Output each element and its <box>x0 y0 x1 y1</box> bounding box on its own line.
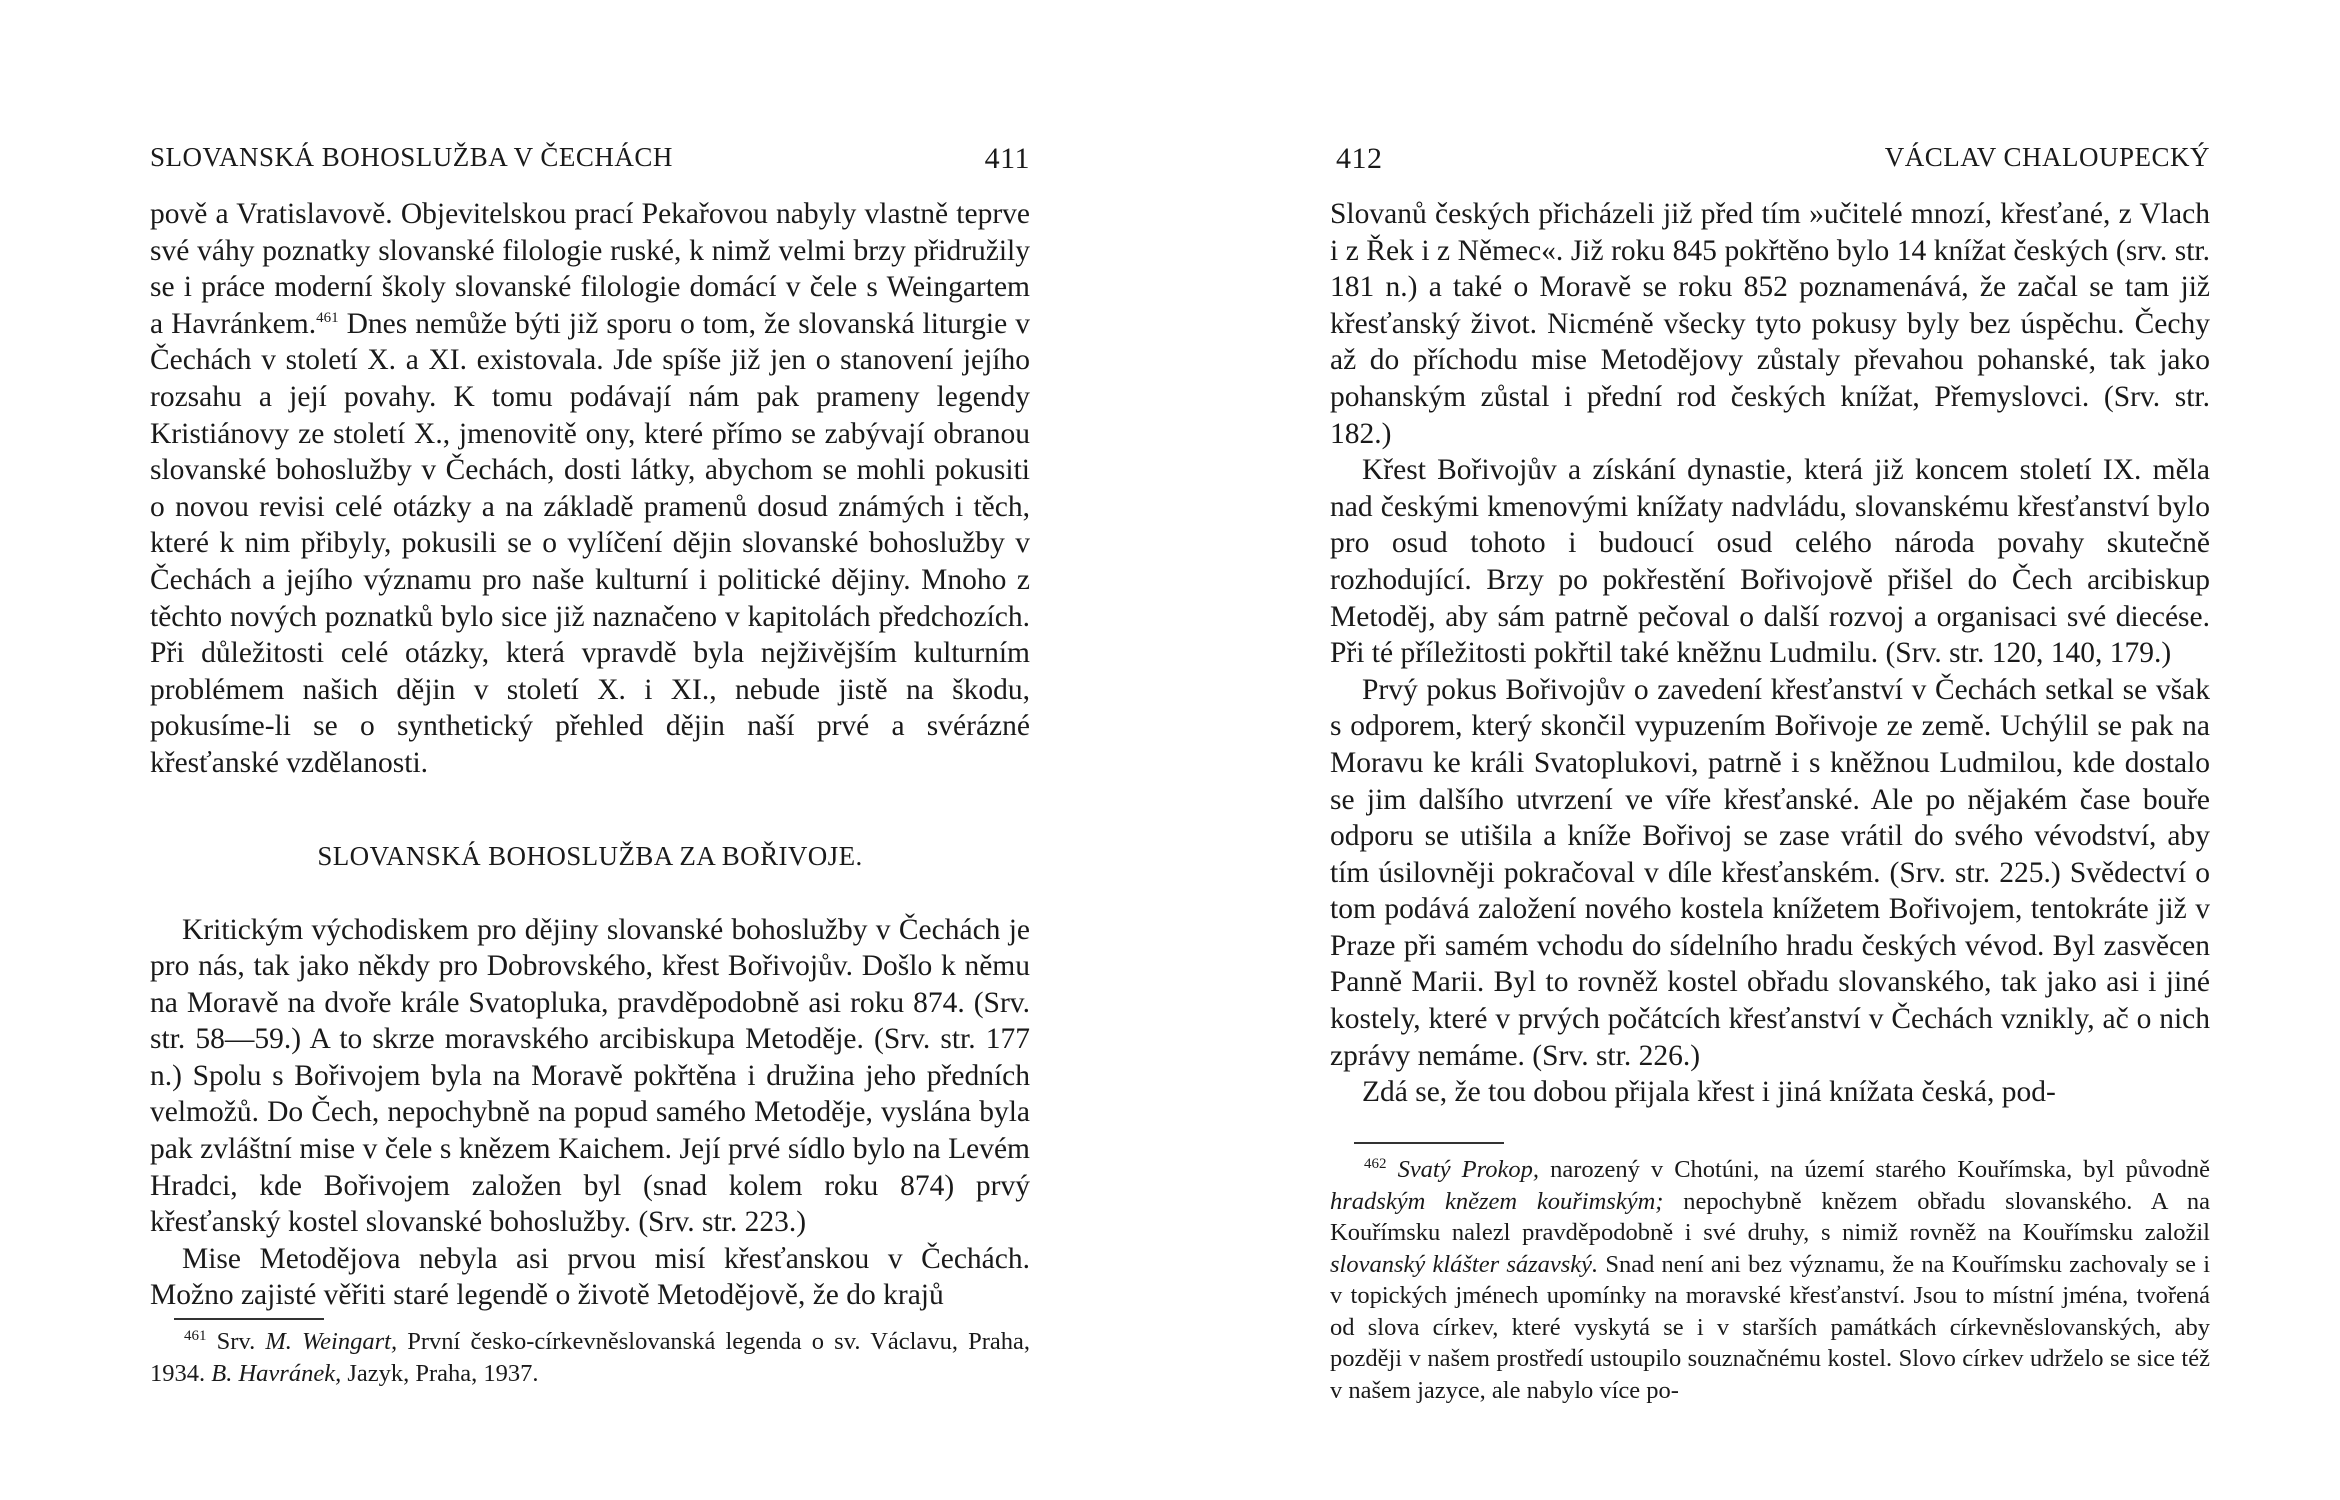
footnote-text: Srv. <box>206 1328 266 1355</box>
section-heading: SLOVANSKÁ BOHOSLUŽBA ZA BOŘIVOJE. <box>317 840 863 871</box>
footnotes <box>1330 1154 2210 1406</box>
paragraph: Slovanů českých přicházeli již před tím »učitelé mnozí, křesťané, z Vlach i z Řek i z Němec«. Již roku 845 pokřtěno bylo 14 knížat českých (srv. str. 181 n.) a také o Moravě se roku 852 poznamenává, že začal se tam již křesťanský život. Nicméně všecky tyto pokusy byly bez úspěchu. Čechy až do příchodu mise Metodějovy zůstaly převahou pohanské, tak jako pohanským zůstal i přední rod českých knížat, Přemyslovci. (Srv. str. 182.) <box>1330 198 2210 450</box>
footnote-text: narozený v Chotúni, na území starého Kouřímska, byl původně <box>1539 1156 2211 1183</box>
page-number: 411 <box>984 142 1030 175</box>
footnote-text: Snad není ani bez významu, že na Kouřímsku zachovaly se i v topických jménech upomínky na moravské křesťanství. Jsou to místní jména, tvořená od slova církev, které vyskytá se i v starších památkách církevněslovanských, aby později v našem prostředí ustoupilo souznačnému kostel. Slovo církev udrželo se sice též v našem jazyce, ale nabylo více po- <box>1330 1250 2210 1404</box>
body-text <box>150 196 1030 1314</box>
paragraph: Zdá se, že tou dobou přijala křest i jiná knížata česká, pod- <box>1362 1076 2056 1109</box>
footnote-rule <box>174 1318 324 1320</box>
paragraph <box>150 196 1030 782</box>
paragraph: Mise Metodějova nebyla asi prvou misí křesťanskou v Čechách. Možno zajisté věřiti staré legendě o životě Metodějově, že do krajů <box>150 1242 1030 1312</box>
page-number: 412 <box>1336 142 1383 175</box>
footnote <box>150 1326 1030 1389</box>
footnote-text: nepochybně knězem obřadu slovanského. A na Kouřímsku nalezl pravděpodobně i své druhy, s nimiž rovněž na Kouřímsku založil <box>1330 1187 2211 1246</box>
footnote-author: B. Havránek, <box>211 1359 342 1387</box>
paragraph: Prvý pokus Bořivojův o zavedení křesťanství v Čechách setkal se však s odporem, který skončil vypuzením Bořivoje ze země. Uchýlil se pak na Moravu ke králi Svatoplukovi, patrně i s kněžnou Ludmilou, kde dostalo se jim dalšího utvrzení ve víře křesťanské. Ale po nějakém čase bouře odporu se utišila a kníže Bořivoj se zase vrátil do svého vévodství, aby tím úsilovněji pokračoval v díle křesťanském. (Srv. str. 225.) Svědectví o tom podává založení nového kostela knížetem Bořivojem, tentokráte již v Praze při samém vchodu do sídelního hradu českých vévod. Byl zasvěcen Panně Marii. Byl to rovněž kostel obřadu slovanského, tak jako asi i jiné kostely, které v prvých počátcích křesťanství v Čechách vznikly, ač o nich zprávy nemáme. (Srv. str. 226.) <box>1330 673 2210 1072</box>
running-head-title: VÁCLAV CHALOUPECKÝ <box>1884 142 2210 172</box>
paragraph-text: Dnes nemůže býti již sporu o tom, že slovanská liturgie v Čechách v století X. a XI. existovala. Jde spíše již jen o stanovení jejího rozsahu a její povahy. K tomu podávají nám pak prameny legendy Kristiánovy ze století X., jmenovitě ony, které přímo se zabývají obranou slovanské bohoslužby v Čechách, dosti látky, abychom se mohli pokusiti o novou revisi celé otázky a na základě pramenů dosud známých i těch, které k nim přibyly, pokusili se o vylíčení dějin slovanské bohoslužby v Čechách a jejího významu pro naše kulturní i politické dějiny. Mnoho z těchto nových poznatků bylo sice již naznačeno v kapitolách předchozích. Při důležitosti celé otázky, která vpravdě byla nejživějším kulturním problémem našich dějin v století X. i XI., nebude jistě na škodu, pokusíme-li se o synthetický přehled dějin naší prvé a svérázné křesťanské vzdělanosti. <box>150 307 1030 779</box>
footnote-text: První česko-církevněslovanská legenda o sv. Václavu, Praha, 1934. <box>150 1328 1030 1387</box>
footnote-emphasis: hradským knězem kouřimským; <box>1330 1187 1664 1215</box>
body-text <box>1330 196 2210 1111</box>
paragraph: Kritickým východiskem pro dějiny slovanské bohoslužby v Čechách je pro nás, tak jako někdy pro Dobrovského, křest Bořivojův. Došlo k němu na Moravě na dvoře krále Svatopluka, pravděpodobně asi roku 874. (Srv. str. 58—59.) A to skrze moravského arcibiskupa Metoděje. (Srv. str. 177 n.) Spolu s Bořivojem byla na Moravě pokřtěna i družina jeho předních velmožů. Do Čech, nepochybně na popud samého Metoděje, vyslána byla pak zvláštní mise v čele s knězem Kaichem. Její prvé sídlo bylo na Levém Hradci, kde Bořivojem založen byl (snad kolem roku 874) prvý křesťanský kostel slovanské bohoslužby. (Srv. str. 223.) <box>150 913 1030 1239</box>
footnote-name: Svatý Prokop, <box>1397 1156 1540 1183</box>
footnote-mark: 461 <box>184 1327 207 1344</box>
footnote <box>1330 1154 2210 1406</box>
footnote-text: Jazyk, Praha, 1937. <box>341 1359 539 1387</box>
right-page <box>1330 0 2210 1500</box>
footnote-mark: 462 <box>1364 1155 1387 1172</box>
footnotes <box>150 1326 1030 1389</box>
running-head-title: SLOVANSKÁ BOHOSLUŽBA V ČECHÁCH <box>150 142 673 172</box>
left-page <box>150 0 1030 1500</box>
running-head <box>150 142 1030 182</box>
running-head <box>1330 142 2210 182</box>
footnote-reference: 461 <box>316 309 339 326</box>
paragraph: Křest Bořivojův a získání dynastie, která již koncem století IX. měla nad českými kmenovými knížaty nadvládu, slovanskému křesťanství bylo pro osud tohoto i budoucí osud celého národa povahy skutečně rozhodující. Brzy po pokřestění Bořivojově přišel do Čech arcibiskup Metoděj, aby sám patrně pečoval o další rozvoj a organisaci své diecése. Při té příležitosti pokřtil také kněžnu Ludmilu. (Srv. str. 120, 140, 179.) <box>1330 454 2210 670</box>
footnote-author: M. Weingart, <box>265 1328 398 1355</box>
footnote-rule <box>1354 1142 1504 1144</box>
footnote-emphasis: slovanský klášter sázavský. <box>1330 1250 1599 1278</box>
paragraph-text: pově a Vratislavově. Objevitelskou prací Pekařovou nabyly vlastně teprve své váhy poznatky slovanské filologie ruské, k nimž velmi brzy přidružily se i práce moderní školy slovanské filologie domácí v čele s Weingartem a Havránkem. <box>150 198 1030 340</box>
